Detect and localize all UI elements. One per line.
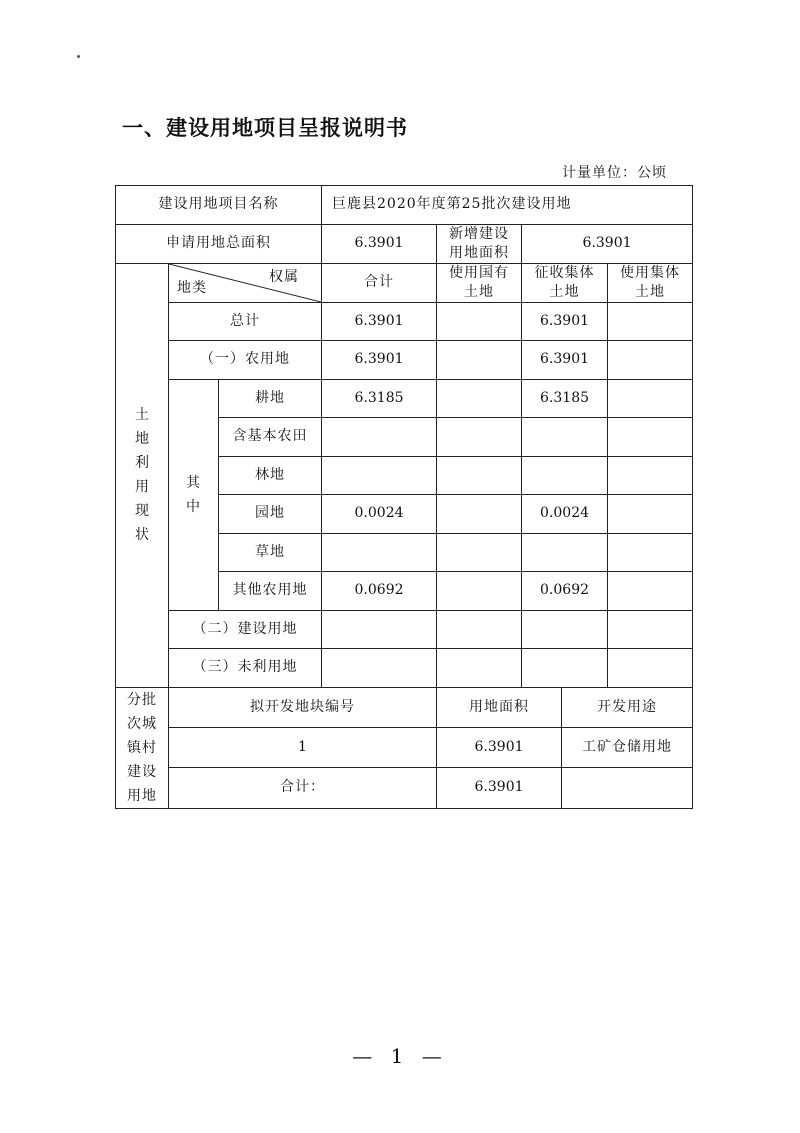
cell-use-collect <box>608 456 693 495</box>
cell-collect <box>522 649 608 688</box>
row-label: 草地 <box>219 533 322 572</box>
col-use-collect-header: 使用集体土地 <box>608 263 693 302</box>
cell-collect: 0.0692 <box>522 572 608 611</box>
cell-use-collect <box>608 533 693 572</box>
cell-state <box>437 456 522 495</box>
row-label: 总计 <box>169 302 322 341</box>
land-header-row <box>116 263 693 302</box>
page-number: — 1 — <box>352 1044 448 1068</box>
row-label: 林地 <box>219 456 322 495</box>
cell-state <box>437 495 522 534</box>
cell-collect: 6.3901 <box>522 341 608 380</box>
cell-use: 工矿仓储用地 <box>562 727 693 767</box>
table-row <box>116 341 693 380</box>
batch-side-label: 分批次城镇村建设用地 <box>116 687 169 808</box>
land-header-diagonal <box>169 263 322 302</box>
cell-use-collect <box>608 302 693 341</box>
land-status-side-label: 土地利用现状 <box>116 263 169 687</box>
cell-collect <box>522 610 608 649</box>
cell-use-collect <box>608 379 693 418</box>
cell-collect: 6.3185 <box>522 379 608 418</box>
new-area-label: 新增建设用地面积 <box>437 224 522 263</box>
table-row <box>116 727 693 767</box>
col-state-header: 使用国有土地 <box>437 263 522 302</box>
cell-total: 0.0692 <box>322 572 437 611</box>
cell-state <box>437 379 522 418</box>
cell-state <box>437 610 522 649</box>
project-name-row <box>116 186 693 225</box>
qizhong-label: 其中 <box>169 379 219 610</box>
cell-collect <box>522 533 608 572</box>
cell-use-collect <box>608 418 693 457</box>
scan-speck <box>77 55 80 58</box>
cell-total <box>322 649 437 688</box>
table-row <box>116 649 693 688</box>
cell-area: 6.3901 <box>437 727 562 767</box>
cell-use-collect <box>608 649 693 688</box>
cell-total: 6.3901 <box>322 341 437 380</box>
sum-area: 6.3901 <box>437 768 562 808</box>
sum-label: 合计： <box>169 768 437 808</box>
batch-sum-row <box>116 768 693 808</box>
sum-use <box>562 768 693 808</box>
cell-state <box>437 418 522 457</box>
cell-use-collect <box>608 495 693 534</box>
cell-collect: 6.3901 <box>522 302 608 341</box>
new-area-value: 6.3901 <box>522 224 693 263</box>
cell-collect: 0.0024 <box>522 495 608 534</box>
row-label: 耕地 <box>219 379 322 418</box>
batch-header-row <box>116 687 693 727</box>
col-block-header: 拟开发地块编号 <box>169 687 437 727</box>
col-collect-header: 征收集体土地 <box>522 263 608 302</box>
land-type-header: 地类 <box>177 279 207 296</box>
cell-state <box>437 533 522 572</box>
table-row <box>116 302 693 341</box>
project-name-label: 建设用地项目名称 <box>116 186 322 225</box>
cell-total <box>322 418 437 457</box>
col-total-header: 合计 <box>322 263 437 302</box>
ownership-header: 权属 <box>269 268 300 285</box>
cell-use-collect <box>608 572 693 611</box>
cell-total: 6.3901 <box>322 302 437 341</box>
total-area-label: 申请用地总面积 <box>116 224 322 263</box>
unit-note: 计量单位：公顷 <box>562 165 667 181</box>
row-label: 含基本农田 <box>219 418 322 457</box>
area-row <box>116 224 693 263</box>
row-label: （二）建设用地 <box>169 610 322 649</box>
row-label: （一）农用地 <box>169 341 322 380</box>
cell-state <box>437 302 522 341</box>
total-area-value: 6.3901 <box>322 224 437 263</box>
cell-collect <box>522 418 608 457</box>
cell-total: 0.0024 <box>322 495 437 534</box>
table-row <box>116 610 693 649</box>
cell-state <box>437 341 522 380</box>
cell-use-collect <box>608 341 693 380</box>
col-use-header: 开发用途 <box>562 687 693 727</box>
row-label: 其他农用地 <box>219 572 322 611</box>
row-label: 园地 <box>219 495 322 534</box>
cell-use-collect <box>608 610 693 649</box>
land-use-table <box>115 185 693 809</box>
page-title: 一、建设用地项目呈报说明书 <box>122 116 408 140</box>
col-area-header: 用地面积 <box>437 687 562 727</box>
table-row <box>116 379 693 418</box>
row-label: （三）未利用地 <box>169 649 322 688</box>
cell-total <box>322 456 437 495</box>
cell-state <box>437 649 522 688</box>
cell-block: 1 <box>169 727 437 767</box>
cell-total: 6.3185 <box>322 379 437 418</box>
cell-total <box>322 610 437 649</box>
cell-collect <box>522 456 608 495</box>
cell-total <box>322 533 437 572</box>
project-name-value: 巨鹿县2020年度第25批次建设用地 <box>322 186 693 225</box>
cell-state <box>437 572 522 611</box>
